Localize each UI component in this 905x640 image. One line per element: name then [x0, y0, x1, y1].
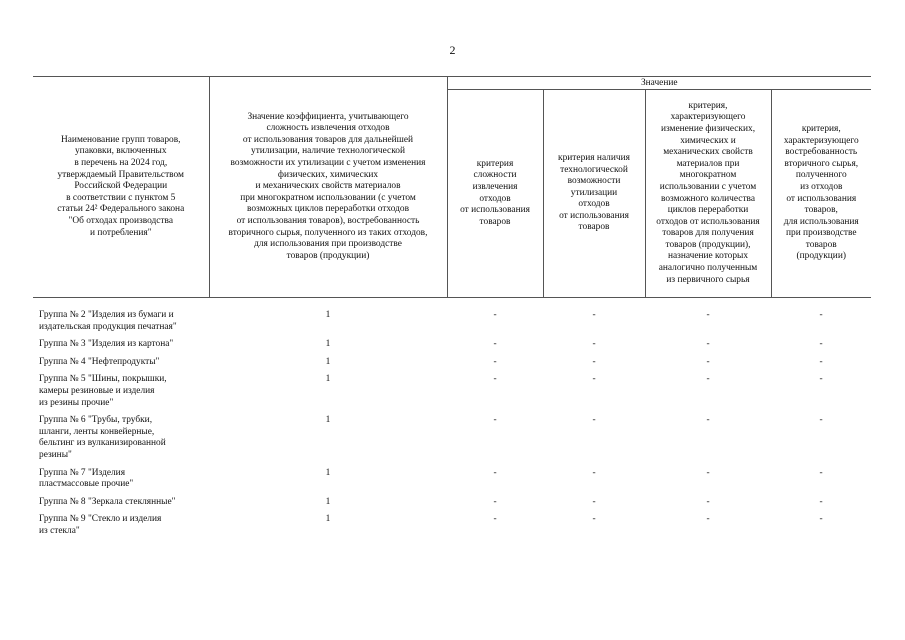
criterion-demand-cell: -: [819, 496, 823, 507]
criterion-properties-cell: -: [706, 310, 710, 320]
criterion-properties-cell: -: [706, 415, 710, 426]
table-row: [33, 514, 871, 543]
table-row: [33, 374, 871, 415]
coefficient-cell: 1: [325, 415, 331, 426]
page-number: 2: [449, 43, 456, 57]
group-name-cell: Группа № 6 "Трубы, трубки, шланги, ленты конвейерные, бельтинг из вулканизированной резины": [39, 415, 166, 460]
criterion-technology-cell: -: [592, 496, 596, 507]
group-name-cell: Группа № 3 "Изделия из картона": [39, 339, 174, 350]
criterion-technology-cell: -: [592, 514, 596, 525]
header-coefficient: Значение коэффициента, учитывающего сложность извлечения отходов от использования товаров для дальнейшей утилизации, наличие технологической возможности их утилизации с учетом изменения физических, химических и механических свойств материалов при многократном использовании (с учетом возможных циклов переработки отходов от использования товаров), востребованность вторичного сырья, полученного из таких отходов, для использования при производстве товаров (продукции): [209, 77, 447, 298]
criterion-technology-cell: -: [592, 339, 596, 350]
criterion-demand-cell: -: [819, 374, 823, 385]
group-name-cell: Группа № 9 "Стекло и изделия из стекла": [39, 514, 162, 536]
criterion-demand-cell: -: [819, 310, 823, 320]
coefficient-cell: 1: [325, 496, 331, 507]
coefficient-cell: 1: [325, 374, 331, 385]
criterion-technology-cell: -: [592, 467, 596, 478]
criterion-properties-cell: -: [706, 339, 710, 350]
coefficient-cell: 1: [325, 310, 331, 320]
criterion-demand-cell: -: [819, 467, 823, 478]
criterion-technology-cell: -: [592, 356, 596, 367]
group-name-cell: Группа № 7 "Изделия пластмассовые прочие": [39, 467, 134, 490]
criterion-properties-cell: -: [706, 496, 710, 507]
coefficients-table: [33, 76, 871, 544]
criterion-complexity-cell: -: [493, 514, 497, 525]
criterion-complexity-cell: -: [493, 496, 497, 507]
table-row: [33, 497, 871, 515]
group-name-cell: Группа № 2 "Изделия из бумаги и издательская продукция печатная": [39, 310, 177, 332]
table-row: [33, 468, 871, 497]
table-row: [33, 357, 871, 375]
coefficient-cell: 1: [325, 356, 331, 367]
coefficient-cell: 1: [325, 339, 331, 350]
criterion-complexity-cell: -: [493, 415, 497, 426]
criterion-properties-cell: -: [706, 514, 710, 525]
criterion-complexity-cell: -: [493, 467, 497, 478]
coefficient-cell: 1: [325, 514, 331, 525]
criterion-technology-cell: -: [592, 415, 596, 426]
group-name-cell: Группа № 4 "Нефтепродукты": [39, 356, 160, 367]
criterion-technology-cell: -: [592, 310, 596, 320]
criterion-properties-cell: -: [706, 356, 710, 367]
criterion-complexity-cell: -: [493, 356, 497, 367]
criterion-demand-cell: -: [819, 415, 823, 426]
table-row: [33, 310, 871, 339]
header-criterion-demand: критерия, характеризующего востребованность вторичного сырья, полученного из отходов от использования товаров, для использования при производстве товаров (продукции): [771, 90, 871, 298]
criterion-demand-cell: -: [819, 339, 823, 350]
criterion-technology-cell: -: [592, 374, 596, 385]
criterion-properties-cell: -: [706, 374, 710, 385]
group-name-cell: Группа № 8 "Зеркала стеклянные": [39, 496, 176, 507]
header-criterion-properties: критерия, характеризующего изменение физических, химических и механических свойств материалов при многократном использовании с учетом возможного количества циклов переработки отходов от использования товаров для получения товаров (продукции), назначение которых аналогично полученным из первичного сырья: [645, 90, 771, 298]
criterion-demand-cell: -: [819, 356, 823, 367]
header-group-name: Наименование групп товаров, упаковки, включенных в перечень на 2024 год, утверждаемый Правительством Российской Федерации в соответствии с пунктом 5 статьи 24² Федерального закона "Об отходах производства и потребления": [33, 77, 209, 298]
header-criterion-technology: критерия наличия технологической возможности утилизации отходов от использования товаров: [543, 90, 645, 298]
group-name-cell: Группа № 5 "Шины, покрышки, камеры резиновые и изделия из резины прочие": [39, 374, 167, 408]
header-criterion-complexity: критерия сложности извлечения отходов от использования товаров: [447, 90, 543, 298]
header-value-group: Значение: [447, 77, 871, 90]
criterion-properties-cell: -: [706, 467, 710, 478]
criterion-complexity-cell: -: [493, 374, 497, 385]
table-row: [33, 415, 871, 467]
criterion-demand-cell: -: [819, 514, 823, 525]
coefficient-cell: 1: [325, 467, 331, 478]
table-row: [33, 339, 871, 357]
criterion-complexity-cell: -: [493, 339, 497, 350]
criterion-complexity-cell: -: [493, 310, 497, 320]
